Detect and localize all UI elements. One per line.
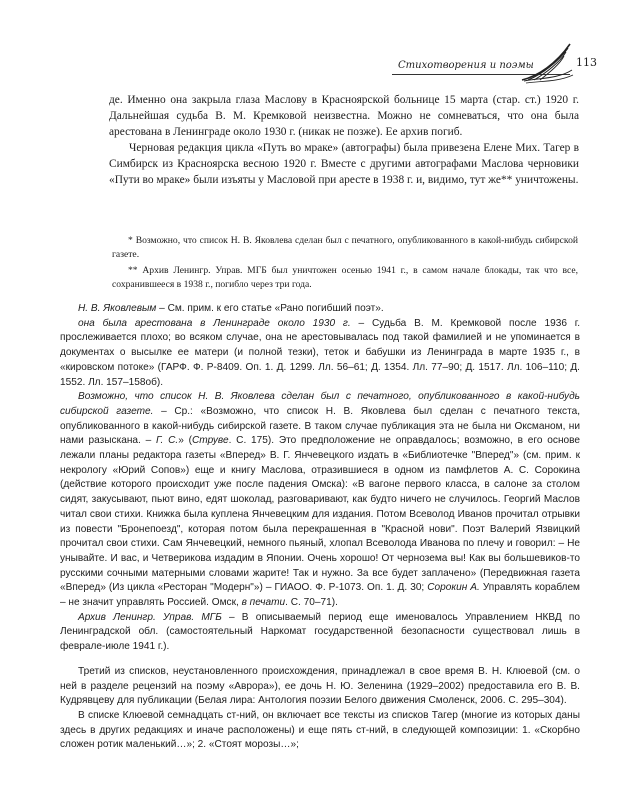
footnotes (112, 234, 578, 294)
note-item: Возможно, что список Н. В. Яковлева сделан был с печатного, опубликованного в какой-нибудь сибирской газете. – Ср.: «Возможно, что список Н. В. Яковлева был сделан с печатного текста, опубликованного в какой-нибудь сибирской газете. В таком случае публикация эта не была ни Оксманом, ни нами разыскана. – Г. С.» (Струве. С. 175). Это предположение не оправдалось; возможно, в его основе лежали планы редактора газеты «Вперед» В. Г. Янчевецкого издать в «Библиотечке "Вперед"» (см. прим. к некрологу «Юрий Сопов») еще и книгу Маслова, отразившиеся в одном из памфлетов А. С. Сорокина (действие которого происходит уже после падения Омска): «В вагоне первого класса, в салоне за столом сидят, закусывают, пьют вино, едят шоколад, разговаривают, как будто ничего не случилось. Георгий Маслов читал свои стихи. Книжка была куплена Янчевецким для издания. Потом Всеволод Иванов прочитал отрывки из повести "Бронепоезд", которая потом была перекрашенная в "Красной нови". Поэт Валерий Язвицкий прочитал свои стихи. Сам Янчевецкий, немного пьяный, хлопал Всеволода Иванова по плечу и говорил: – Не унывайте. И вас, и Четверикова издадим в Японии. Очень хорошо! От чернозема вы! Как вы большевиков-то русскими сочными матерными словами жарите! Так и нужно. За все будет заплачено» (Передвижная газета «Вперед» (Из цикла «Ресторан "Модерн"») – ГИАОО. Ф. Р-1073. Оп. 1. Д. 30; Сорокин А. Управлять кораблем – не значит управлять Россией. Омск, в печати. С. 70–71). (60, 391, 580, 609)
note-item: она была арестована в Ленинграде около 1930 г. – Судьба В. М. Кремковой после 1936 г. прослеживается плохо; во всяком случае, она не арестовывалась под такой фамилией и не упоминается в документах о высылке ее матери (и полной тезки), теток и бабушки из Ленинграда в марте 1935 г., в «кировском потоке» (ГАРФ. Ф. Р-8409. Оп. 1. Д. 1299. Лл. 56–61; Д. 1354. Лл. 77–90; Д. 1517. Лл. 106–110; Д. 1552. Лл. 157–158об). (60, 317, 581, 388)
note-lemma: Возможно, что список Н. В. Яковлева сделан был с печатного, опубликованного в какой-нибудь сибирской газете. (60, 391, 580, 417)
note-paragraph: В списке Клюевой семнадцать ст-ний, он включает все тексты из списков Тагер (многие из которых даны здесь в других редакциях и иначе расположены) и еще пять ст-ний, в следующей композиции: 1. «Скорбно сложен ротик маленький…»; 2. «Стоят морозы…»; (60, 709, 580, 751)
note-item: Н. В. Яковлевым – См. прим. к его статье «Рано погибший поэт». (78, 303, 384, 314)
footnote: * Возможно, что список Н. В. Яковлева сделан был с печатного, опубликованного в какой-нибудь сибирской газете. (112, 235, 578, 260)
footnote: ** Архив Ленингр. Управ. МГБ был уничтожен осенью 1941 г., в самом начале блокады, так что все, сохранившееся в 1938 г., погибло через три года. (112, 265, 578, 290)
main-text (109, 92, 579, 188)
swash-ornament-icon (518, 40, 574, 84)
commentary (60, 302, 580, 753)
note-paragraph: Третий из списков, неустановленного происхождения, принадлежал в свое время В. Н. Клюевой (см. о ней в разделе рецензий на поэму «Аврора»), ее дочь Н. Ю. Зеленина (1929–2002) предоставила его В. В. Кудрявцеву для публикации (Белая лира: Антология поэзии Белого движения Смоленск, 2006. С. 295–304). (60, 665, 580, 707)
note-lemma: Архив Ленингр. Управ. МГБ (78, 611, 222, 623)
main-paragraph: Черновая редакция цикла «Путь во мраке» (автографы) была привезена Елене Мих. Тагер в Симбирск из Красноярска весною 1920 г. Вместе с другими автографами Маслова черновики «Пути во мраке» были изъяты у Масловой при аресте в 1938 г. и, видимо, тут же** уничтожены. (109, 142, 579, 186)
running-title: Стихотворения и поэмы (398, 60, 534, 71)
main-paragraph: де. Именно она закрыла глаза Маслову в Красноярской больнице 15 марта (стар. ст.) 1920 г. Дальнейшая судьба В. М. Кремковой неизвестна. Можно не сомневаться, что она была арестована в Ленинграде около 1930 г. (никак не позже). Ее архив погиб. (109, 94, 579, 138)
page-number: 113 (576, 56, 597, 69)
note-lemma: Н. В. Яковлевым (78, 303, 157, 314)
note-item: Архив Ленингр. Управ. МГБ – В описываемый период еще именовалось Управлением НКВД по Ленинградской обл. (самостоятельный Наркомат государственной безопасности существовал лишь в феврале-июле 1941 г.). (60, 611, 580, 653)
note-lemma: она была арестована в Ленинграде около 1930 г. (78, 317, 351, 329)
